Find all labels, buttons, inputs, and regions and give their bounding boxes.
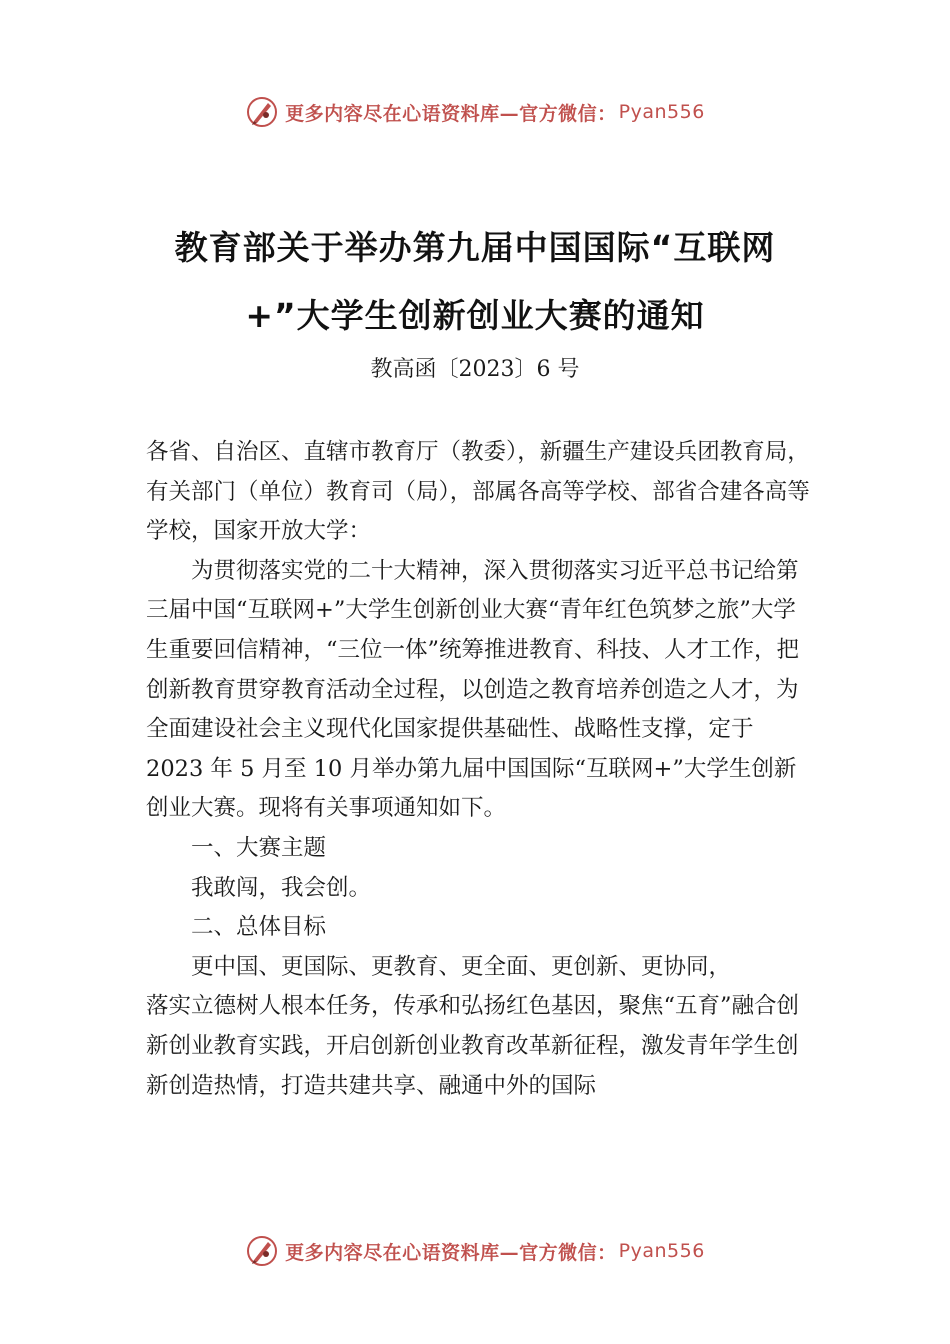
quill-pen-logo-icon — [245, 1234, 279, 1268]
intro-paragraph: 为贯彻落实党的二十大精神，深入贯彻落实习近平总书记给第三届中国“互联网+”大学生创新创业大赛“青年红色筑梦之旅”大学生重要回信精神，“三位一体”统筹推进教育、科技、人才工作，把创新教育贯穿教育活动全过程，以创造之教育培养创造之人才，为全面建设社会主义现代化国家提供基础性、战略性支撑，定于 2023 年 5 月至 10 月举办第九届中国国际“互联网+”大学生创新创业大赛。现将有关事项通知如下。 — [146, 557, 800, 822]
section-2-first-line: 更中国、更国际、更教育、更全面、更创新、更协同， — [191, 953, 732, 980]
section-1-heading: 一、大赛主题 — [191, 834, 327, 861]
quill-pen-logo-icon — [245, 95, 279, 129]
watermark-text: 更多内容尽在心语资料库—官方微信： — [285, 1241, 617, 1264]
section-2-heading: 二、总体目标 — [191, 914, 327, 941]
document-title-line-2: +”大学生创新创业大赛的通知 — [245, 296, 705, 335]
watermark-wechat-id: Pyan556 — [618, 101, 705, 123]
section-1-text: 我敢闯，我会创。 — [191, 874, 372, 901]
footer-watermark — [0, 1234, 950, 1268]
header-watermark — [0, 95, 950, 129]
addressee-paragraph: 各省、自治区、直辖市教育厅（教委），新疆生产建设兵团教育局，有关部门（单位）教育司（局），部属各高等学校、部省合建各高等学校，国家开放大学： — [146, 439, 810, 545]
document-body — [146, 433, 814, 1106]
document-number: 教高函〔2023〕6 号 — [370, 357, 580, 382]
watermark-wechat-id: Pyan556 — [618, 1240, 705, 1262]
section-2-text: 落实立德树人根本任务，传承和弘扬红色基因，聚焦“五育”融合创新创业教育实践，开启创新创业教育改革新征程，激发青年学生创新创造热情，打造共建共享、融通中外的国际 — [146, 993, 800, 1099]
document-title-line-1: 教育部关于举办第九届中国国际“互联网 — [174, 228, 776, 267]
watermark-text: 更多内容尽在心语资料库—官方微信： — [285, 102, 617, 125]
